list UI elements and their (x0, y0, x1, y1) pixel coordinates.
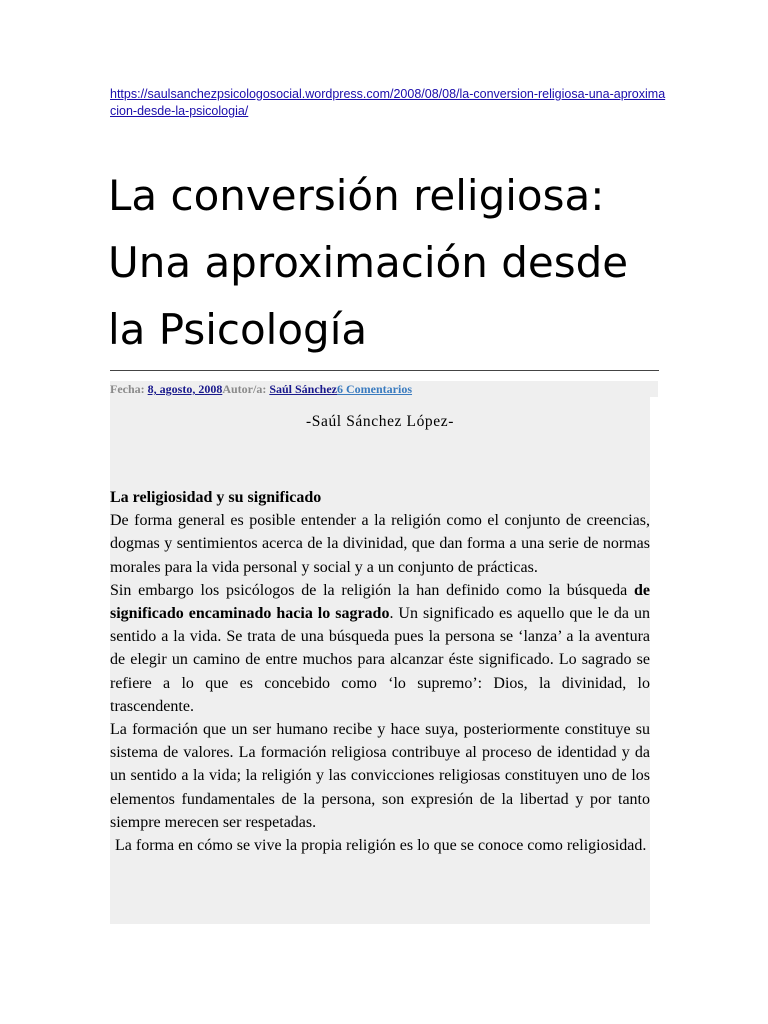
date-link[interactable]: 8, agosto, 2008 (147, 382, 223, 396)
paragraph-3: La formación que un ser humano recibe y hace suya, posteriormente constituye su sistema de valores. La formación religiosa contribuye al proceso de identidad y da un sentido a la vida; la religión y las convicciones religiosas constituyen uno de los elementos fundamentales de la persona, son expresión de la libertad y por tanto siempre merecen ser respetadas. (110, 721, 650, 831)
author-byline: -Saúl Sánchez López- (306, 413, 454, 430)
article-text (110, 486, 650, 857)
paragraph-2-emphasis: de significado encaminado hacia lo sagrado (110, 581, 650, 623)
paragraph-1: De forma general es posible entender a la religión como el conjunto de creencias, dogmas y sentimientos acerca de la divinidad, que dan forma a una serie de normas morales para la vida personal y social y a un conjunto de prácticas. (110, 512, 650, 576)
source-url-link[interactable]: https://saulsanchezpsicologosocial.wordpress.com/2008/08/08/la-conversion-religiosa-una-aproximacion-desde-la-psicologia/ (110, 87, 666, 118)
section-heading: La religiosidad y su significado (110, 489, 322, 506)
paragraph-2-start: Sin embargo los psicólogos de la religión la han definido como la búsqueda (110, 581, 634, 599)
paragraph-2 (110, 579, 650, 718)
article-title: La conversión religiosa: Una aproximación desde la Psicología (108, 171, 629, 354)
article-body (110, 397, 650, 924)
post-meta-bar (110, 381, 658, 397)
paragraph-4: La forma en cómo se vive la propia religión es lo que se conoce como religiosidad. (115, 837, 647, 855)
date-label: Fecha: (110, 382, 148, 396)
title-divider (110, 370, 659, 371)
paragraph-2-end: . Un significado es aquello que le da un sentido a la vida. Se trata de una búsqueda pues la persona se ‘lanza’ a la aventura de elegir un camino de entre muchos para alcanzar éste significado. Lo sagrado se refiere a lo que es concebido como ‘lo supremo’: Dios, la divinidad, lo trascendente. (110, 605, 651, 715)
comments-link[interactable]: 6 Comentarios (337, 382, 413, 396)
author-link[interactable]: Saúl Sánchez (269, 382, 338, 396)
author-label: Autor/a: (222, 382, 270, 396)
